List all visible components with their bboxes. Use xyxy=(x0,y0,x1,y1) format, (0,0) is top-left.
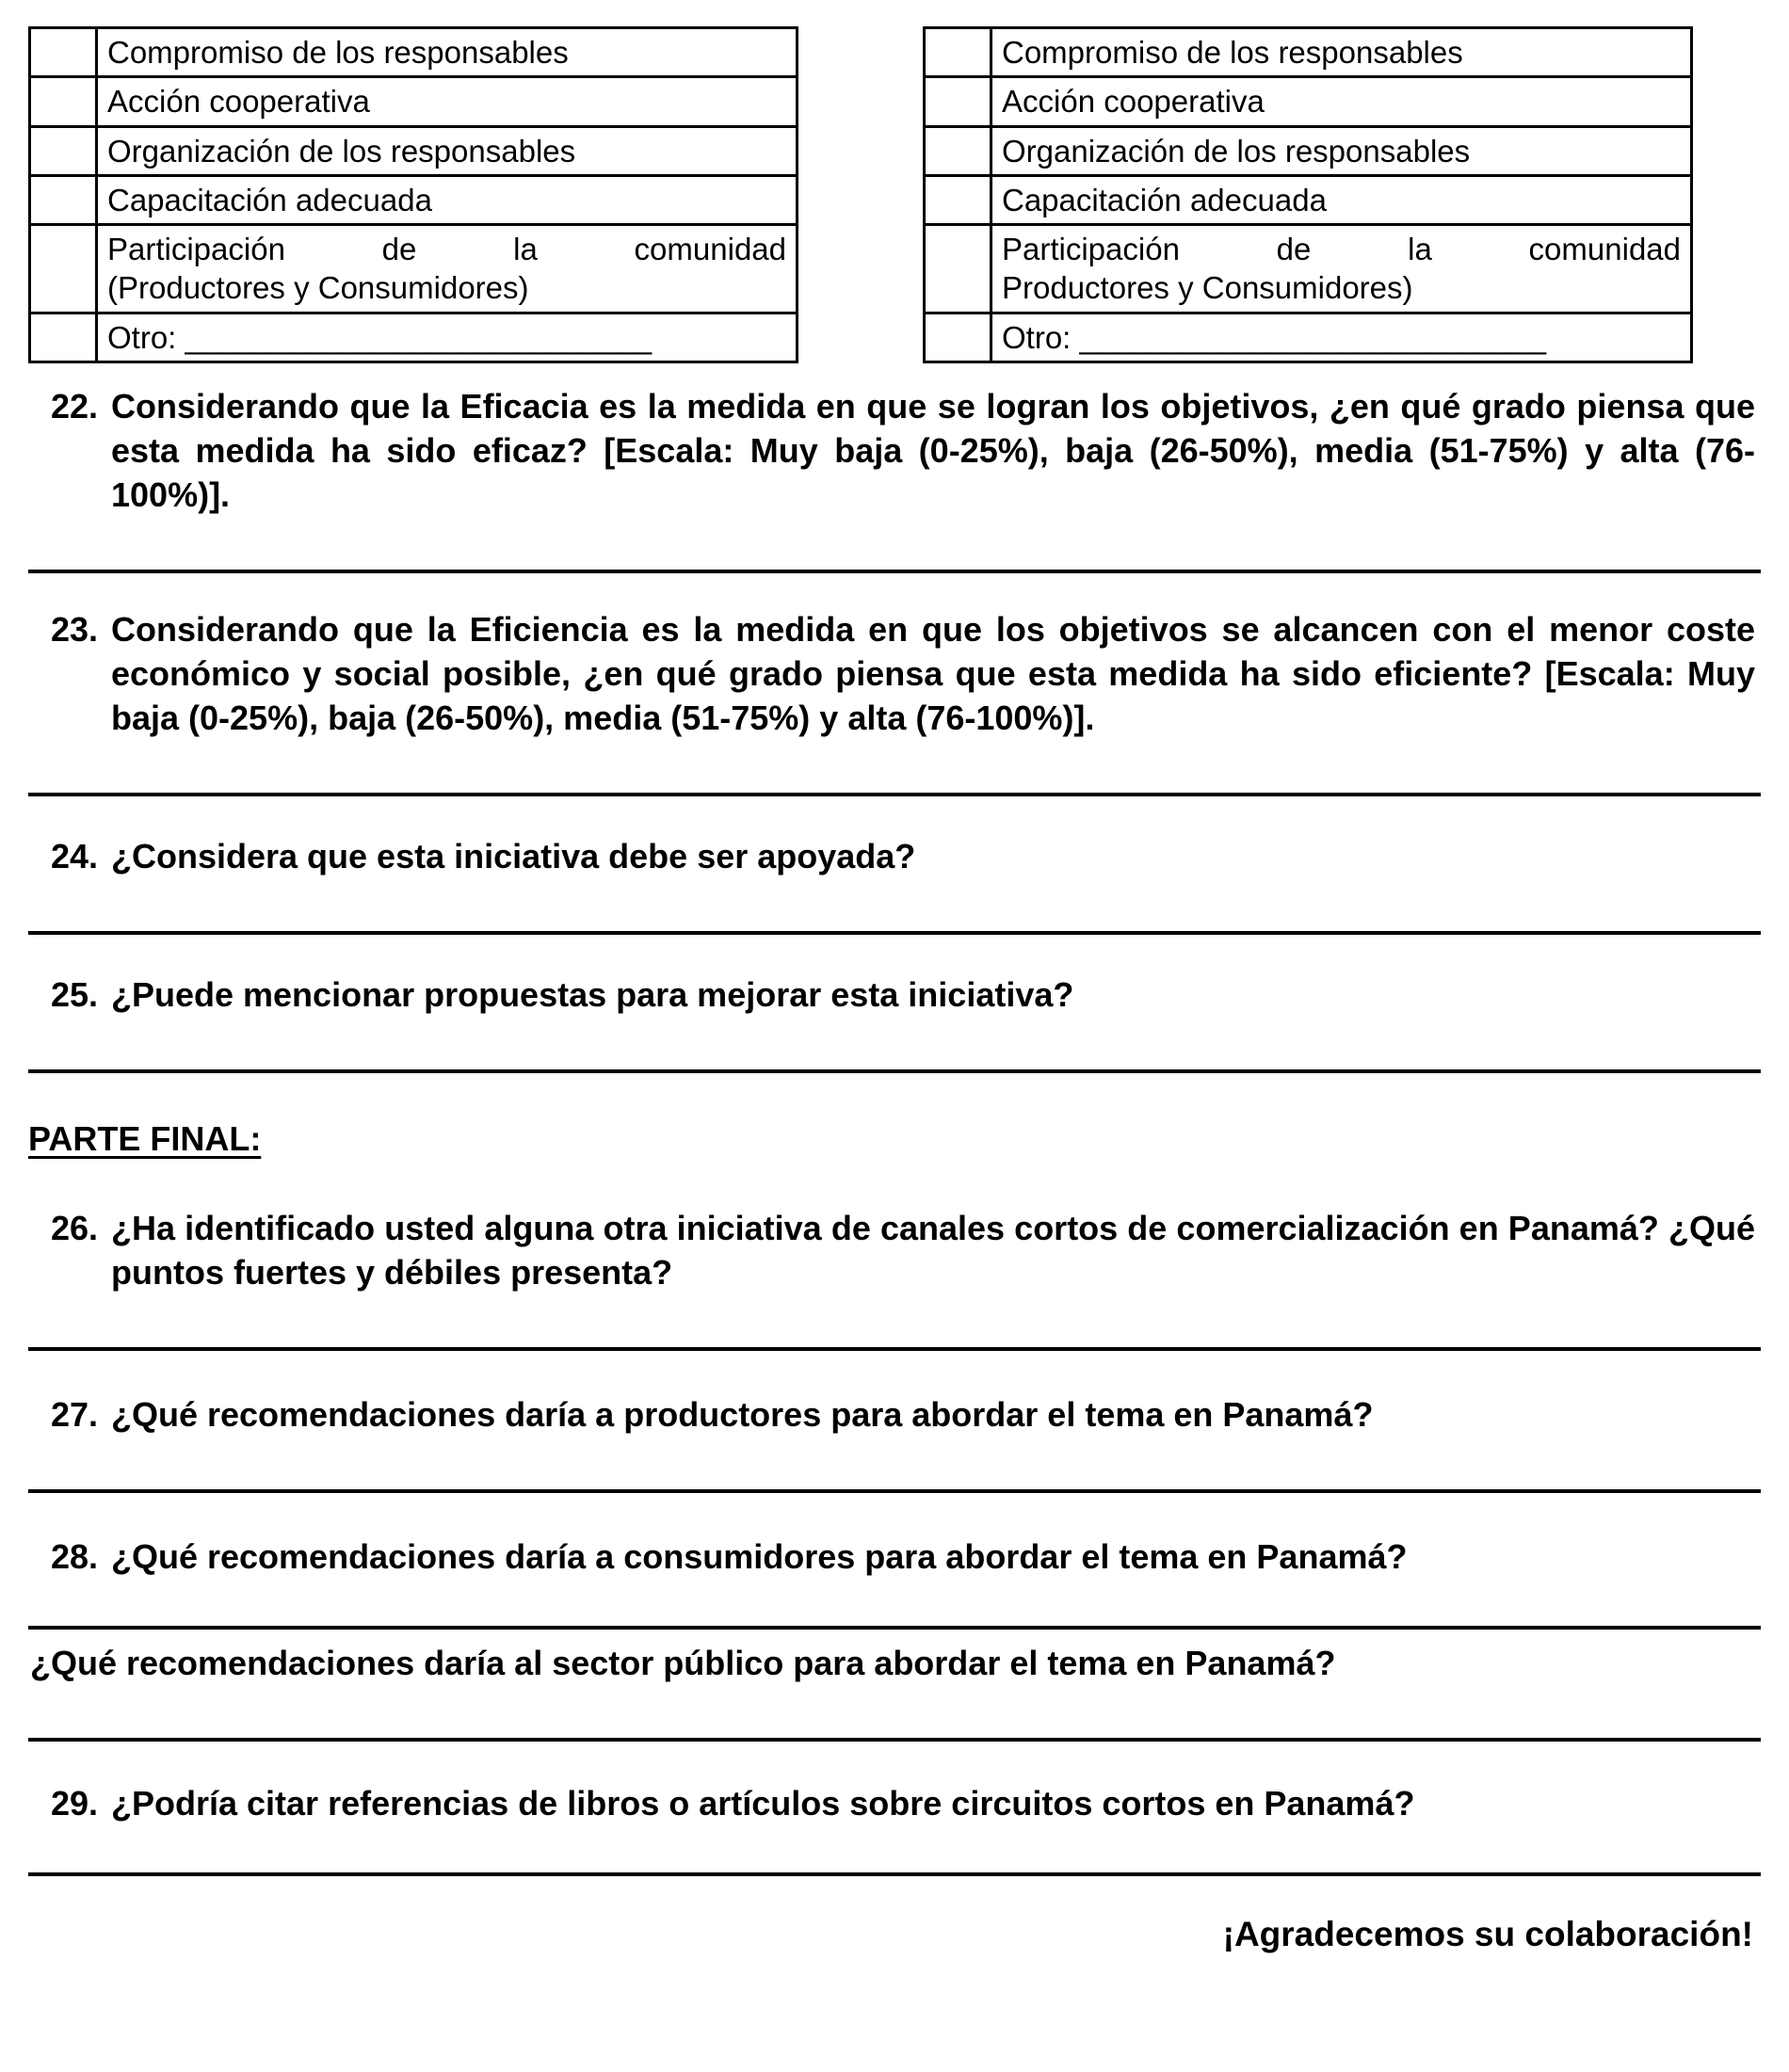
answer-line[interactable] xyxy=(28,541,1761,573)
question-text: ¿Puede mencionar propuestas para mejorar esta iniciativa? xyxy=(111,974,1074,1014)
checkbox-cell[interactable] xyxy=(925,175,991,224)
table-row xyxy=(925,28,1692,77)
section-heading: PARTE FINAL: xyxy=(28,1118,262,1158)
question-text: ¿Podría citar referencias de libros o artículos sobre circuitos cortos en Panamá? xyxy=(111,1783,1415,1823)
row-label: Compromiso de los responsables xyxy=(97,28,798,77)
table-row xyxy=(30,225,798,313)
row-label: Otro: ___________________________ xyxy=(97,313,798,361)
criteria-table-right xyxy=(923,26,1693,363)
checkbox-cell[interactable] xyxy=(925,28,991,77)
closing-note: ¡Agradecemos su colaboración! xyxy=(1222,1914,1753,1953)
question-text: Considerando que la Eficacia es la medida en que se logran los objetivos, ¿en qué grado piensa que esta medida ha sido eficaz? [Escala: Muy baja (0-25%), baja (26-50%), media (51-75%) y alta (76-100%)]. xyxy=(111,386,1755,514)
question-25 xyxy=(28,972,1761,1017)
checkbox-cell[interactable] xyxy=(30,126,97,175)
answer-line[interactable] xyxy=(28,1598,1761,1630)
question-23 xyxy=(28,607,1761,740)
checkbox-cell[interactable] xyxy=(30,225,97,313)
question-text: ¿Qué recomendaciones daría a productores para abordar el tema en Panamá? xyxy=(111,1394,1374,1434)
checkbox-cell[interactable] xyxy=(30,175,97,224)
question-number: 29. xyxy=(51,1783,99,1823)
question-number: 24. xyxy=(51,836,99,875)
table-row xyxy=(925,225,1692,313)
question-text: ¿Ha identificado usted alguna otra iniciativa de canales cortos de comercialización en Panamá? ¿Qué puntos fuertes y débiles presenta? xyxy=(111,1208,1755,1292)
row-label: Capacitación adecuada xyxy=(97,175,798,224)
row-label-line1: Participación de la comunidad xyxy=(107,232,786,266)
answer-line[interactable] xyxy=(28,1319,1761,1351)
question-number: 23. xyxy=(51,609,99,649)
question-text: ¿Considera que esta iniciativa debe ser apoyada? xyxy=(111,836,916,875)
row-label: Compromiso de los responsables xyxy=(991,28,1692,77)
row-label: Organización de los responsables xyxy=(97,126,798,175)
question-26 xyxy=(28,1206,1761,1294)
question-number: 22. xyxy=(51,386,99,426)
table-row xyxy=(30,313,798,361)
answer-line[interactable] xyxy=(28,1461,1761,1493)
question-sector-publico xyxy=(28,1641,1761,1685)
checkbox-cell[interactable] xyxy=(925,313,991,361)
answer-line[interactable] xyxy=(28,1041,1761,1073)
question-29 xyxy=(28,1781,1761,1825)
row-label: Acción cooperativa xyxy=(97,77,798,126)
row-label: Otro: ___________________________ xyxy=(991,313,1692,361)
checkbox-cell[interactable] xyxy=(925,126,991,175)
question-text: ¿Qué recomendaciones daría a consumidores para abordar el tema en Panamá? xyxy=(111,1536,1408,1576)
checkbox-cell[interactable] xyxy=(30,313,97,361)
table-row xyxy=(925,126,1692,175)
table-row xyxy=(30,77,798,126)
question-text: ¿Qué recomendaciones daría al sector público para abordar el tema en Panamá? xyxy=(30,1643,1336,1682)
row-label-line1: Participación de la comunidad xyxy=(1002,232,1681,266)
answer-line[interactable] xyxy=(28,903,1761,935)
row-label: Capacitación adecuada xyxy=(991,175,1692,224)
checkbox-cell[interactable] xyxy=(925,77,991,126)
criteria-table-left xyxy=(28,26,798,363)
question-number: 28. xyxy=(51,1536,99,1576)
checkbox-cell[interactable] xyxy=(30,28,97,77)
table-row xyxy=(925,313,1692,361)
question-number: 26. xyxy=(51,1208,99,1247)
table-row xyxy=(925,77,1692,126)
question-28 xyxy=(28,1534,1761,1579)
question-22 xyxy=(28,384,1761,517)
checkbox-cell[interactable] xyxy=(925,225,991,313)
row-label: Acción cooperativa xyxy=(991,77,1692,126)
question-text: Considerando que la Eficiencia es la medida en que los objetivos se alcancen con el menor coste económico y social posible, ¿en qué grado piensa que esta medida ha sido eficiente? [Escala: Muy baja (0-25%), baja (26-50%), media (51-75%) y alta (76-100%)]. xyxy=(111,609,1755,737)
row-label: Organización de los responsables xyxy=(991,126,1692,175)
answer-line[interactable] xyxy=(28,764,1761,796)
table-row xyxy=(925,175,1692,224)
criteria-tables xyxy=(28,26,1761,363)
table-row xyxy=(30,126,798,175)
row-label-line2: (Productores y Consumidores) xyxy=(107,270,529,306)
question-24 xyxy=(28,834,1761,878)
row-label-line2: Productores y Consumidores) xyxy=(1002,270,1413,306)
question-number: 27. xyxy=(51,1394,99,1434)
question-number: 25. xyxy=(51,974,99,1014)
checkbox-cell[interactable] xyxy=(30,77,97,126)
row-label xyxy=(97,225,798,313)
answer-line[interactable] xyxy=(28,1710,1761,1742)
row-label xyxy=(991,225,1692,313)
question-27 xyxy=(28,1392,1761,1437)
table-row xyxy=(30,175,798,224)
table-row xyxy=(30,28,798,77)
answer-line[interactable] xyxy=(28,1844,1761,1876)
